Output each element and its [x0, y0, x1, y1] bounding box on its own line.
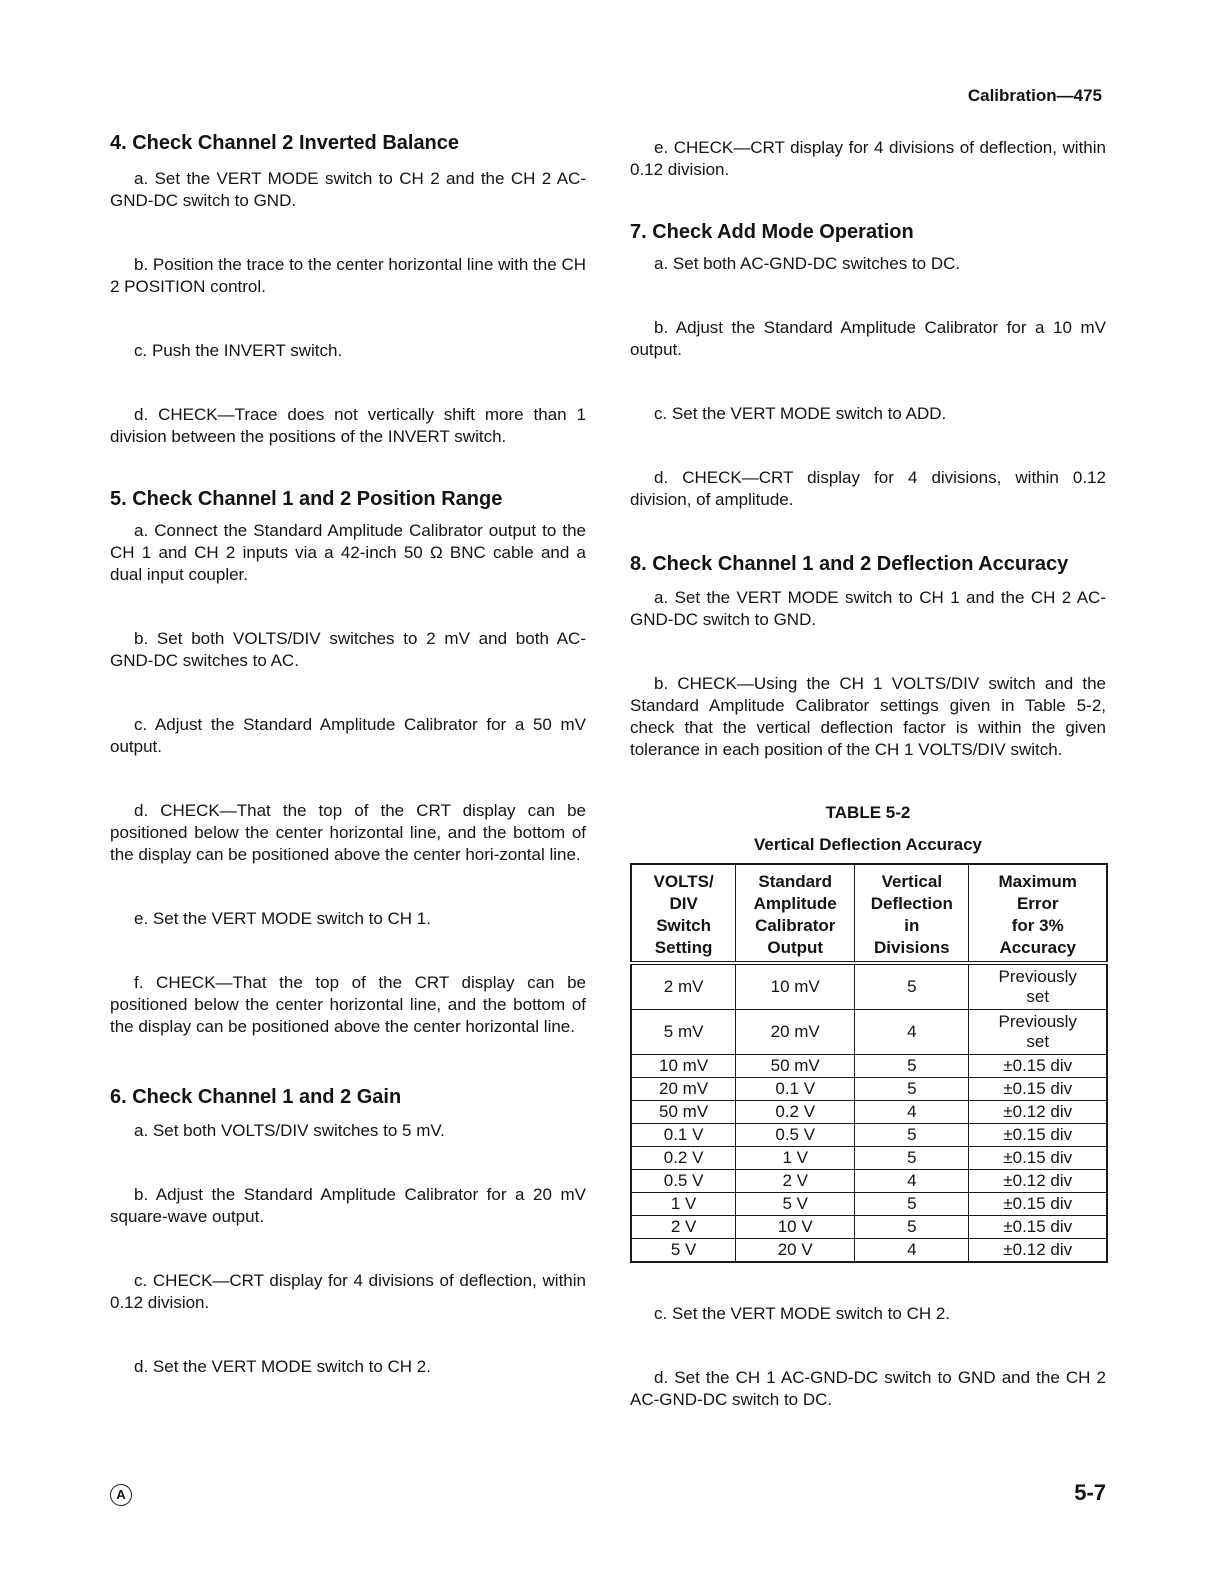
- step-7c: c. Set the VERT MODE switch to ADD.: [654, 404, 947, 423]
- step-5c: c. Adjust the Standard Amplitude Calibrator for a 50 mV output.: [110, 715, 586, 756]
- step-5e: e. Set the VERT MODE switch to CH 1.: [134, 909, 431, 928]
- step-8a: a. Set the VERT MODE switch to CH 1 and the CH 2 AC-GND-DC switch to GND.: [630, 588, 1106, 629]
- step-4b: b. Position the trace to the center horizontal line with the CH 2 POSITION control.: [110, 255, 586, 296]
- section-8-heading: 8. Check Channel 1 and 2 Deflection Accuracy: [630, 553, 1069, 575]
- step-7b: b. Adjust the Standard Amplitude Calibrator for a 10 mV output.: [630, 318, 1106, 359]
- page-number: 5-7: [1074, 1480, 1106, 1505]
- running-header: Calibration—475: [967, 86, 1102, 105]
- table-row: 5 V 20 V 4 ±0.12 div: [631, 1239, 1107, 1263]
- col-header-deflection-divisions: Vertical Deflection in Divisions: [855, 864, 969, 963]
- copyright-mark: A: [110, 1484, 132, 1506]
- step-6c: c. CHECK—CRT display for 4 divisions of deflection, within 0.12 division.: [110, 1271, 586, 1312]
- table-row: 10 mV 50 mV 5 ±0.15 div: [631, 1055, 1107, 1078]
- step-8d: d. Set the CH 1 AC-GND-DC switch to GND and the CH 2 AC-GND-DC switch to DC.: [630, 1368, 1106, 1409]
- table-row: 2 mV 10 mV 5 Previously set: [631, 963, 1107, 1010]
- step-8c: c. Set the VERT MODE switch to CH 2.: [654, 1304, 951, 1323]
- step-7a: a. Set both AC-GND-DC switches to DC.: [654, 254, 961, 273]
- step-7d: d. CHECK—CRT display for 4 divisions, within 0.12 division, of amplitude.: [630, 468, 1106, 509]
- table-row: 0.5 V 2 V 4 ±0.12 div: [631, 1170, 1107, 1193]
- step-6d: d. Set the VERT MODE switch to CH 2.: [134, 1357, 431, 1376]
- section-5-heading: 5. Check Channel 1 and 2 Position Range: [110, 488, 503, 510]
- right-column: [630, 137, 1106, 1411]
- table-row: 5 mV 20 mV 4 Previously set: [631, 1010, 1107, 1055]
- step-8b: b. CHECK—Using the CH 1 VOLTS/DIV switch and the Standard Amplitude Calibrator settings given in Table 5-2, check that the vertical deflection factor is within the given tolerance in each position of the CH 1 VOLTS/DIV switch.: [630, 674, 1106, 759]
- step-4d: d. CHECK—Trace does not vertically shift more than 1 division between the positions of the INVERT switch.: [110, 405, 586, 446]
- step-5d: d. CHECK—That the top of the CRT display can be positioned below the center horizontal line, and the bottom of the display can be positioned above the center hori-zontal line.: [110, 801, 586, 864]
- col-header-calibrator-output: Standard Amplitude Calibrator Output: [736, 864, 855, 963]
- table-number: TABLE 5-2: [825, 803, 911, 822]
- step-5b: b. Set both VOLTS/DIV switches to 2 mV and both AC-GND-DC switches to AC.: [110, 629, 586, 670]
- table-row: 20 mV 0.1 V 5 ±0.15 div: [631, 1078, 1107, 1101]
- col-header-volts-div: VOLTS/ DIV Switch Setting: [631, 864, 736, 963]
- deflection-accuracy-table: [630, 863, 1108, 1263]
- step-6e: e. CHECK—CRT display for 4 divisions of deflection, within 0.12 division.: [630, 138, 1106, 179]
- col-header-maximum-error: Maximum Error for 3% Accuracy: [969, 864, 1107, 963]
- section-7-heading: 7. Check Add Mode Operation: [630, 221, 914, 243]
- step-5a: a. Connect the Standard Amplitude Calibrator output to the CH 1 and CH 2 inputs via a 42-inch 50 Ω BNC cable and a dual input coupler.: [110, 521, 586, 584]
- step-4c: c. Push the INVERT switch.: [134, 341, 343, 360]
- step-5f: f. CHECK—That the top of the CRT display can be positioned below the center horizontal line, and the bottom of the display can be positioned above the center horizontal line.: [110, 973, 586, 1036]
- section-6-heading: 6. Check Channel 1 and 2 Gain: [110, 1086, 402, 1108]
- table-row: 1 V 5 V 5 ±0.15 div: [631, 1193, 1107, 1216]
- table-row: 50 mV 0.2 V 4 ±0.12 div: [631, 1101, 1107, 1124]
- step-4a: a. Set the VERT MODE switch to CH 2 and the CH 2 AC-GND-DC switch to GND.: [110, 169, 586, 210]
- table-row: 0.1 V 0.5 V 5 ±0.15 div: [631, 1124, 1107, 1147]
- table-row: 0.2 V 1 V 5 ±0.15 div: [631, 1147, 1107, 1170]
- step-6b: b. Adjust the Standard Amplitude Calibrator for a 20 mV square-wave output.: [110, 1185, 586, 1226]
- left-column: [110, 130, 586, 1378]
- table-title: Vertical Deflection Accuracy: [753, 835, 983, 854]
- section-4-heading: 4. Check Channel 2 Inverted Balance: [110, 132, 460, 154]
- step-6a: a. Set both VOLTS/DIV switches to 5 mV.: [134, 1121, 445, 1140]
- table-row: 2 V 10 V 5 ±0.15 div: [631, 1216, 1107, 1239]
